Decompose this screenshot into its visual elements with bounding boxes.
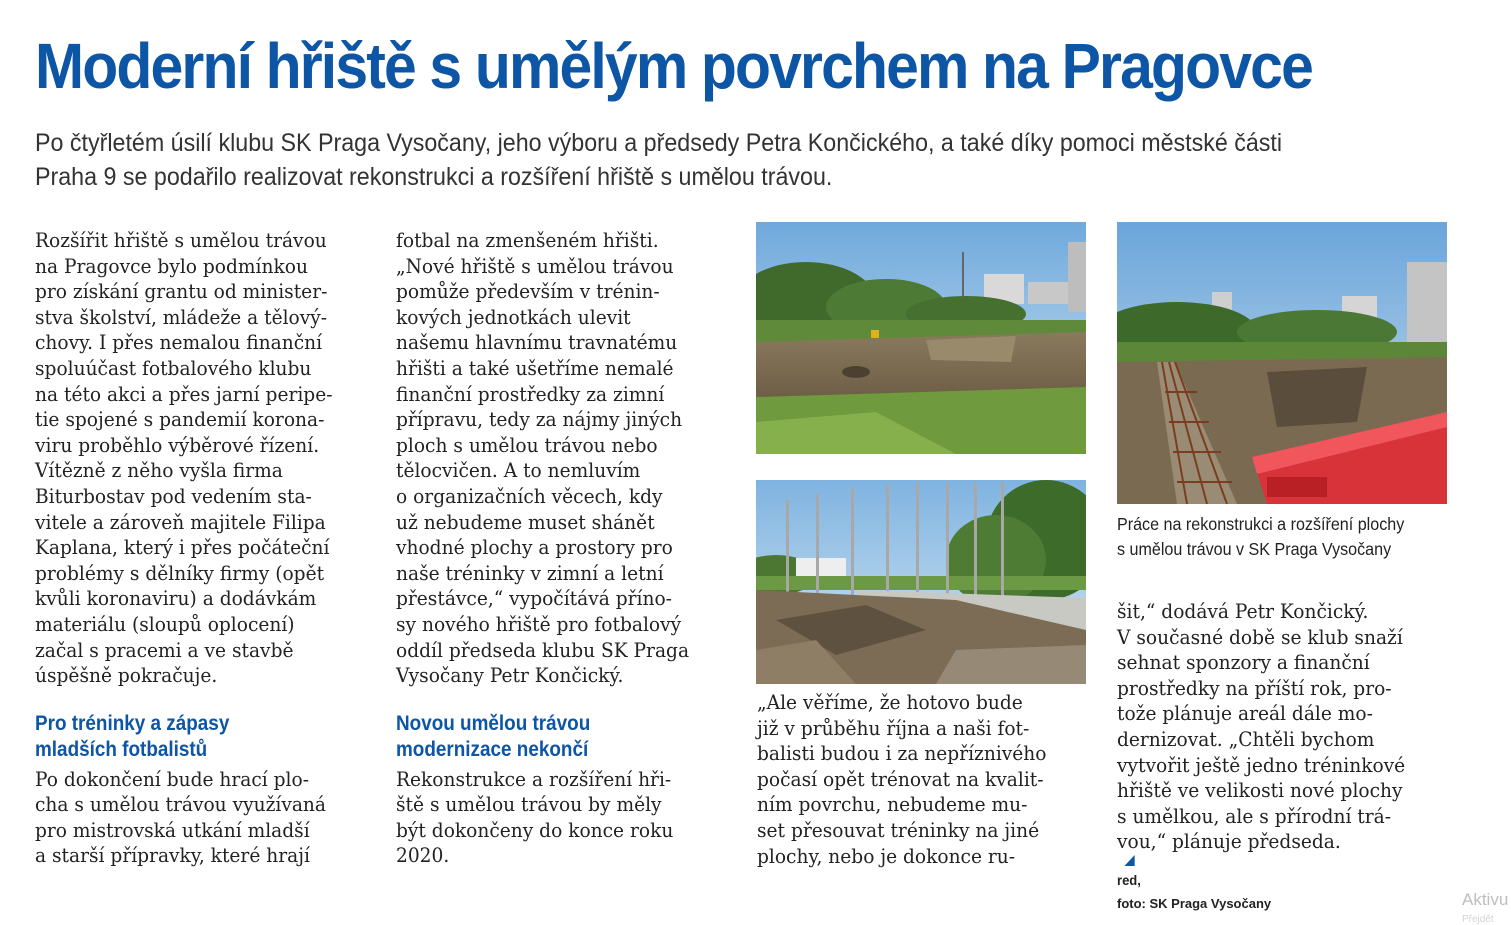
text-line: modernizace nekončí — [396, 737, 589, 761]
text-line: prostředky na příští rok, pro- — [1117, 675, 1392, 700]
text-line: set přesouvat tréninky na jiné — [757, 817, 1040, 842]
text-line: přípravu, tedy za nájmy jiných — [396, 407, 683, 432]
column-2 — [396, 228, 726, 869]
paragraph — [757, 690, 1064, 869]
text-line: tělocvičen. A to nemluvím — [396, 458, 641, 483]
paragraph — [1117, 599, 1433, 894]
text-line: V současné době se klub snaží — [1117, 624, 1403, 649]
text-line: být dokončeny do konce roku — [396, 817, 674, 842]
photo-rebar-trench-image — [1117, 222, 1447, 504]
text-line: kových jednotkách ulevit — [396, 304, 631, 329]
text-line: úspěšně pokračuje. — [35, 663, 218, 688]
text-line: viru proběhlo výběrové řízení. — [35, 432, 320, 457]
text-line: tože plánuje areál dále mo- — [1117, 701, 1373, 726]
text-line: o organizačních věcech, kdy — [396, 483, 663, 508]
text-line: začal s pracemi a ve stavbě — [35, 637, 294, 662]
text-line: pro mistrovská utkání mladší — [35, 817, 310, 842]
text-line: „Nové hřiště s umělou trávou — [396, 253, 674, 278]
paragraph — [35, 228, 342, 689]
paragraph — [396, 767, 703, 869]
photo-fence-posts-image — [756, 480, 1086, 684]
text-line: Novou umělou trávou — [396, 711, 591, 735]
perex-line: Po čtyřletém úsilí klubu SK Praga Vysočany, jeho výboru a předsedy Petra Končického, a také díky pomoci městské části — [35, 129, 1283, 157]
text-line: Práce na rekonstrukci a rozšíření plochy — [1117, 514, 1405, 534]
photo-rebar-trench — [1117, 222, 1447, 504]
text-line: na této akci a přes jarní peripe- — [35, 381, 333, 406]
activation-watermark: Aktivu — [1462, 890, 1509, 909]
text-line: na Pragovce bylo podmínkou — [35, 253, 308, 278]
text-line: chovy. I přes nemalou finanční — [35, 330, 323, 355]
text-line: materiálu (sloupů oplocení) — [35, 611, 295, 636]
paragraph — [35, 767, 342, 869]
text-line: Biturbostav pod vedením sta- — [35, 483, 312, 508]
text-line: vitele a zároveň majitele Filipa — [35, 509, 326, 534]
text-line: Rekonstrukce a rozšíření hři- — [396, 766, 672, 791]
text-line: oddíl předseda klubu SK Praga — [396, 637, 690, 662]
text-line: Vysočany Petr Končický. — [396, 663, 624, 688]
article-title: Moderní hřiště s umělým povrchem na Pragovce — [35, 30, 1312, 102]
text-line: už nebudeme muset shánět — [396, 509, 655, 534]
text-line: sy nového hřiště pro fotbalový — [396, 611, 682, 636]
text-line: plochy, nebo je dokonce ru- — [757, 843, 1016, 868]
column-1 — [35, 228, 365, 869]
text-line: „Ale věříme, že hotovo bude — [757, 690, 1023, 714]
subheading — [396, 711, 693, 763]
text-line: již v průběhu října a naši fot- — [757, 715, 1030, 740]
text-line: mladších fotbalistů — [35, 737, 208, 761]
text-line: Rozšířit hřiště s umělou trávou — [35, 228, 327, 252]
last-line: vou,“ plánuje předseda. red, — [1117, 829, 1341, 888]
photo-field-earthworks-image — [756, 222, 1086, 454]
text-line: Pro tréninky a zápasy — [35, 711, 230, 735]
text-line: našemu hlavnímu travnatému — [396, 330, 678, 355]
column-4 — [1117, 512, 1457, 911]
paragraph — [396, 228, 703, 689]
text-line: naše tréninky v zimní a letní — [396, 560, 664, 585]
text-line: cha s umělou trávou využívaná — [35, 792, 326, 817]
text-line: přestávce,“ vypočítává příno- — [396, 586, 672, 611]
signature: red, — [1117, 871, 1141, 888]
perex-line: Praha 9 se podařilo realizovat rekonstrukci a rozšíření hřiště s umělou trávou. — [35, 163, 833, 191]
text-line: pro získání grantu od minister- — [35, 279, 328, 304]
photo-field-earthworks — [756, 222, 1086, 454]
text-line: Vítězně z něho vyšla firma — [35, 458, 283, 483]
article-perex — [35, 126, 1430, 194]
text-line: fotbal na zmenšeném hřišti. — [396, 228, 659, 252]
activation-watermark-sub: Přejdět — [1462, 914, 1494, 925]
column-3 — [757, 690, 1087, 869]
text-line: hřiště ve velikosti nové plochy — [1117, 778, 1403, 803]
text-line: 2020. — [396, 843, 450, 868]
text-line: a starší přípravky, které hrají — [35, 843, 310, 868]
text-line: Kaplana, který i přes počáteční — [35, 535, 330, 560]
text-line: s umělkou, ale s přírodní trá- — [1117, 803, 1392, 828]
photo-fence-posts — [756, 480, 1086, 684]
text-line: problémy s dělníky firmy (opět — [35, 560, 325, 585]
text-line: šit,“ dodává Petr Končický. — [1117, 599, 1369, 623]
text-line: finanční prostředky za zimní — [396, 381, 665, 406]
text-line: Po dokončení bude hrací plo- — [35, 766, 309, 791]
subheading — [35, 711, 332, 763]
text-line: balisti budou i za nepříznivého — [757, 741, 1047, 766]
text-line: ště s umělou trávou by měly — [396, 792, 662, 817]
text-line: tie spojené s pandemií korona- — [35, 407, 325, 432]
text-line: ploch s umělou trávou nebo — [396, 432, 658, 457]
text-line: ním povrchu, nebudeme mu- — [757, 792, 1028, 817]
text-line: vytvořit ještě jedno tréninkové — [1117, 752, 1406, 777]
text-line: sehnat sponzory a finanční — [1117, 650, 1370, 675]
text-line: pomůže především v trénin- — [396, 279, 660, 304]
photo-caption — [1117, 512, 1430, 562]
text-line: hřišti a také ušetříme nemalé — [396, 355, 674, 380]
text-line: s umělou trávou v SK Praga Vysočany — [1117, 539, 1392, 559]
text-line: kvůli koronaviru) a dodávkám — [35, 586, 317, 611]
text-line: počasí opět trénovat na kvalit- — [757, 766, 1044, 791]
text-line: stva školství, mládeže a tělový- — [35, 304, 328, 329]
photo-credit: foto: SK Praga Vysočany — [1117, 895, 1272, 911]
text-line: dernizovat. „Chtěli bychom — [1117, 726, 1375, 751]
signature-arrow-icon — [1124, 855, 1134, 866]
text-line: spoluúčast fotbalového klubu — [35, 355, 312, 380]
text-line: vhodné plochy a prostory pro — [396, 535, 673, 560]
